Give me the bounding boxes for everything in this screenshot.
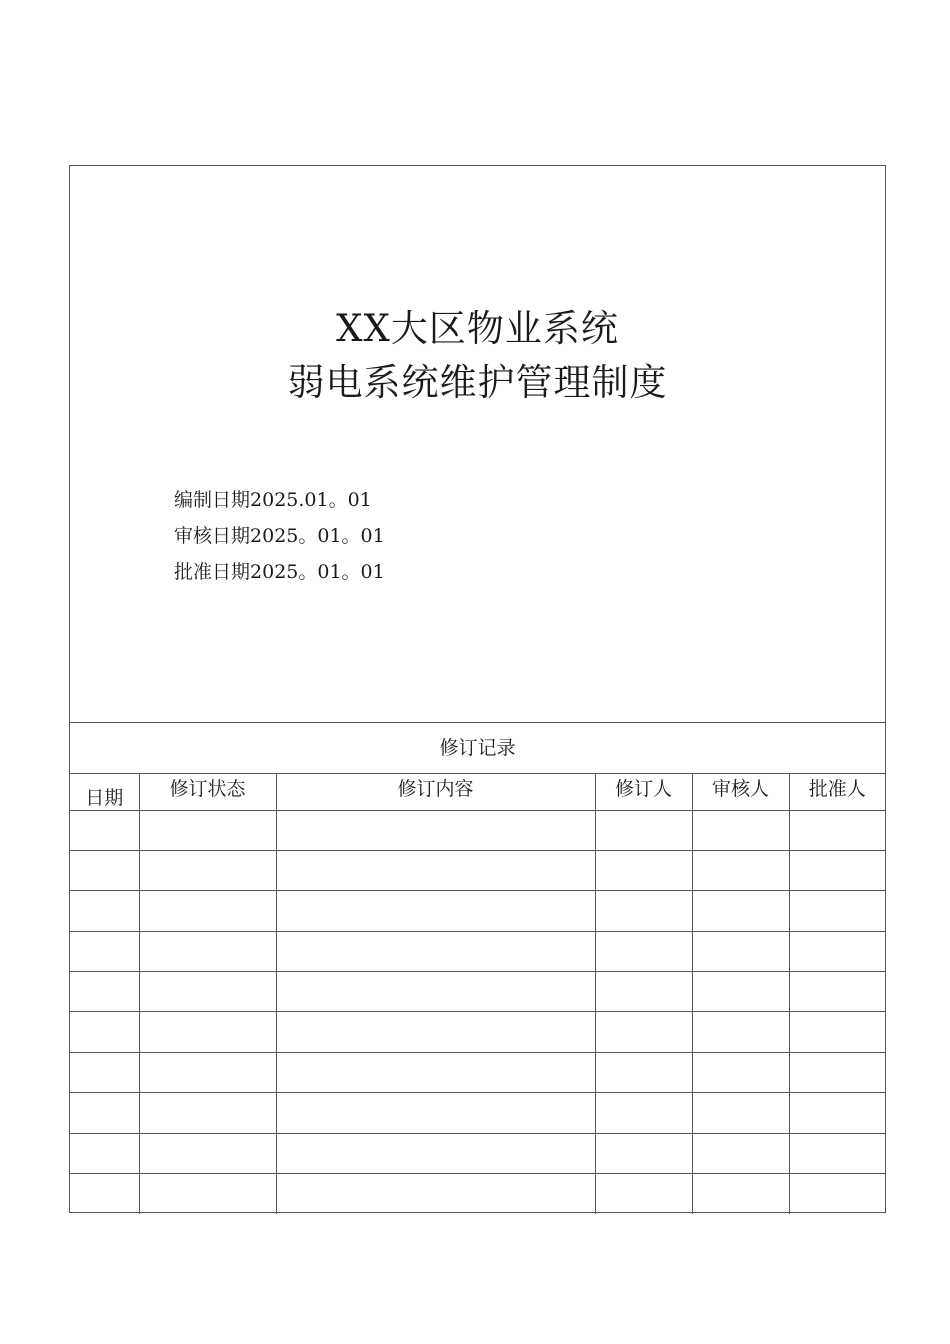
table-cell: [692, 1093, 789, 1133]
table-cell: [276, 810, 595, 850]
title-line-1: XX大区物业系统: [336, 307, 619, 350]
table-cell: [276, 891, 595, 931]
table-cell: [789, 810, 885, 850]
table-cell: [139, 810, 276, 850]
table-cell: [595, 931, 692, 971]
table-row: [70, 1012, 885, 1052]
table-cell: [692, 891, 789, 931]
table-cell: [595, 891, 692, 931]
table-cell: [595, 850, 692, 890]
table-row: [70, 931, 885, 971]
table-cell: [70, 850, 139, 890]
table-cell: [139, 850, 276, 890]
table-cell: [789, 1052, 885, 1092]
table-cell: [692, 810, 789, 850]
table-cell: [70, 1174, 139, 1214]
table-row: [70, 972, 885, 1012]
table-row: [70, 1052, 885, 1092]
review-date: [174, 518, 385, 554]
table-cell: [789, 1174, 885, 1214]
table-cell: [276, 1133, 595, 1173]
table-row: [70, 810, 885, 850]
table-cell: [139, 931, 276, 971]
table-cell: [692, 1174, 789, 1214]
table-cell: [595, 1174, 692, 1214]
revision-record-title: 修订记录: [70, 723, 885, 774]
header-revision-status: 修订状态: [139, 774, 276, 810]
cover-section: [70, 166, 885, 723]
compile-date-label: 编制日期: [174, 489, 251, 511]
table-cell: [139, 1174, 276, 1214]
table-cell: [595, 1093, 692, 1133]
table-row: [70, 850, 885, 890]
approve-date-label: 批准日期: [174, 561, 251, 583]
table-cell: [692, 931, 789, 971]
table-cell: [139, 1052, 276, 1092]
table-header-row: [70, 774, 885, 810]
table-cell: [692, 1052, 789, 1092]
table-cell: [70, 891, 139, 931]
table-cell: [139, 972, 276, 1012]
table-cell: [70, 1012, 139, 1052]
table-cell: [595, 1012, 692, 1052]
table-cell: [70, 1052, 139, 1092]
table-cell: [139, 891, 276, 931]
table-cell: [789, 1133, 885, 1173]
table-cell: [789, 1093, 885, 1133]
table-cell: [70, 1133, 139, 1173]
table-cell: [692, 1012, 789, 1052]
table-cell: [692, 1133, 789, 1173]
approve-date-value: 2025。01。01: [250, 561, 385, 583]
table-cell: [692, 850, 789, 890]
table-cell: [595, 810, 692, 850]
table-cell: [276, 1052, 595, 1092]
table-row: [70, 1133, 885, 1173]
table-cell: [276, 1012, 595, 1052]
header-reviewer: 审核人: [692, 774, 789, 810]
table-cell: [692, 972, 789, 1012]
document-title: [70, 302, 885, 410]
review-date-label: 审核日期: [174, 525, 251, 547]
date-list: [174, 482, 385, 590]
table-body: [70, 810, 885, 1214]
table-row: [70, 1174, 885, 1214]
table-cell: [789, 931, 885, 971]
table-cell: [139, 1093, 276, 1133]
table-cell: [595, 1052, 692, 1092]
table-cell: [276, 931, 595, 971]
table-cell: [276, 850, 595, 890]
table-cell: [789, 1012, 885, 1052]
title-line-2: 弱电系统维护管理制度: [287, 361, 668, 404]
table-cell: [789, 891, 885, 931]
table-cell: [276, 1093, 595, 1133]
table-cell: [70, 1093, 139, 1133]
table-cell: [789, 972, 885, 1012]
table-cell: [139, 1133, 276, 1173]
table-cell: [139, 1012, 276, 1052]
table-row: [70, 1093, 885, 1133]
table-cell: [70, 931, 139, 971]
table-cell: [595, 1133, 692, 1173]
header-approver: 批准人: [789, 774, 885, 810]
header-revision-content: 修订内容: [276, 774, 595, 810]
document-frame: [69, 165, 886, 1213]
approve-date: [174, 554, 385, 590]
table-cell: [276, 1174, 595, 1214]
table-row: [70, 891, 885, 931]
table-cell: [276, 972, 595, 1012]
review-date-value: 2025。01。01: [250, 525, 385, 547]
compile-date: [174, 482, 385, 518]
table-cell: [595, 972, 692, 1012]
table-cell: [70, 810, 139, 850]
revision-table: [70, 774, 885, 1214]
header-reviser: 修订人: [595, 774, 692, 810]
table-cell: [70, 972, 139, 1012]
table-cell: [789, 850, 885, 890]
header-date: 日期: [70, 774, 139, 810]
compile-date-value: 2025.01。01: [250, 489, 372, 511]
